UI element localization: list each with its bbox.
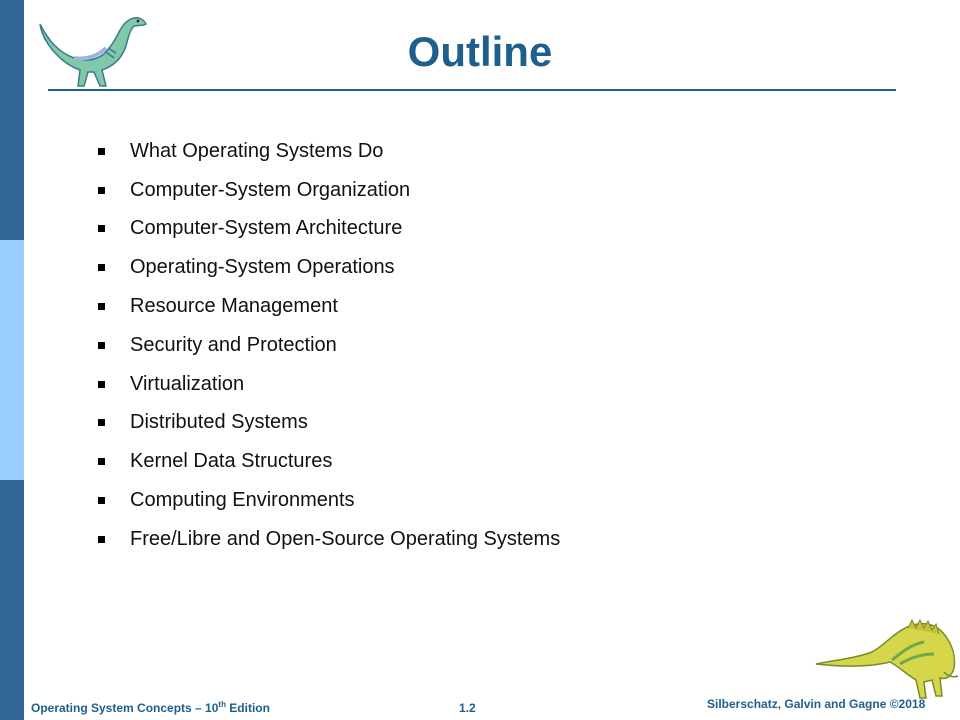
- list-item: [96, 210, 560, 249]
- list-item: [96, 442, 560, 481]
- list-item-text: Computer-System Organization: [130, 178, 411, 201]
- left-sidebar-band: [0, 0, 24, 720]
- square-bullet-icon: [98, 381, 105, 388]
- list-item-text: Operating-System Operations: [130, 256, 395, 279]
- list-item-text: Resource Management: [130, 295, 338, 318]
- list-item-text: Kernel Data Structures: [130, 450, 333, 473]
- list-item-text: Security and Protection: [130, 333, 337, 356]
- footer-page-number: 1.2: [459, 701, 476, 715]
- sidebar-light-segment: [0, 240, 24, 480]
- list-item: [96, 287, 560, 326]
- list-item-text: Computer-System Architecture: [130, 217, 403, 240]
- footer-book-suffix: Edition: [225, 701, 270, 715]
- dinosaur-logo-bottom-icon: [812, 612, 960, 704]
- title-underline: [48, 89, 896, 91]
- footer-book-title: [31, 700, 270, 715]
- list-item-text: Distributed Systems: [130, 411, 308, 434]
- list-item-text: What Operating Systems Do: [130, 139, 384, 162]
- square-bullet-icon: [98, 264, 105, 271]
- square-bullet-icon: [98, 419, 105, 426]
- footer-book-superscript: th: [218, 700, 226, 709]
- square-bullet-icon: [98, 536, 105, 543]
- list-item: [96, 481, 560, 520]
- list-item-text: Computing Environments: [130, 489, 355, 512]
- list-item: [96, 248, 560, 287]
- square-bullet-icon: [98, 303, 105, 310]
- square-bullet-icon: [98, 187, 105, 194]
- list-item: [96, 404, 560, 443]
- list-item-text: Virtualization: [130, 372, 245, 395]
- footer-copyright: Silberschatz, Galvin and Gagne ©2018: [707, 697, 926, 711]
- square-bullet-icon: [98, 458, 105, 465]
- square-bullet-icon: [98, 148, 105, 155]
- outline-list: [96, 132, 560, 559]
- slide-title: Outline: [407, 28, 553, 75]
- footer-book-prefix: Operating System Concepts – 10: [31, 701, 219, 715]
- sidebar-dark-segment-bottom: [0, 480, 24, 720]
- list-item-text: Free/Libre and Open-Source Operating Systems: [130, 527, 561, 550]
- list-item: [96, 132, 560, 171]
- list-item: [96, 365, 560, 404]
- square-bullet-icon: [98, 225, 105, 232]
- list-item: [96, 520, 560, 559]
- square-bullet-icon: [98, 497, 105, 504]
- list-item: [96, 171, 560, 210]
- list-item: [96, 326, 560, 365]
- square-bullet-icon: [98, 342, 105, 349]
